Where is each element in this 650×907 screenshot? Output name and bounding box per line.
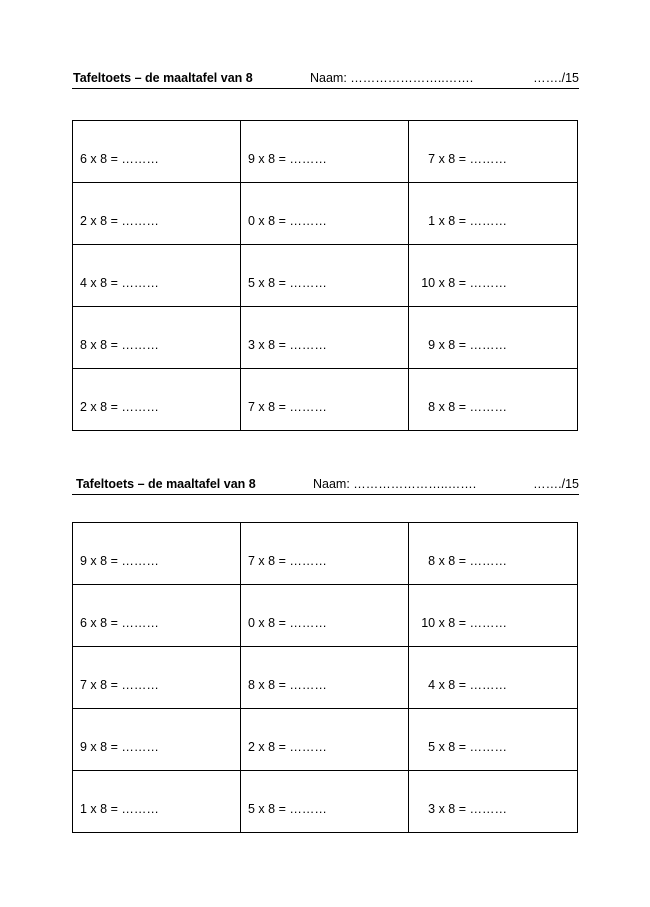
table-row — [73, 771, 578, 833]
question: 3 x 8 = ……… — [248, 338, 327, 352]
test-2-grid — [72, 522, 578, 833]
question-cell — [241, 647, 409, 709]
table-row — [73, 183, 578, 245]
question-cell — [73, 183, 241, 245]
question-cell — [409, 771, 578, 833]
question: 4 x 8 = ……… — [80, 276, 159, 290]
question-cell — [73, 585, 241, 647]
question-cell — [409, 709, 578, 771]
question-cell — [73, 709, 241, 771]
question: 0 x 8 = ……… — [248, 214, 327, 228]
question: 2 x 8 = ……… — [80, 214, 159, 228]
name-field-label: Naam: …………………..……. — [313, 477, 477, 491]
question: 8 x 8 = ……… — [248, 678, 327, 692]
question: 7 x 8 = ……… — [428, 152, 507, 166]
question: 2 x 8 = ……… — [80, 400, 159, 414]
name-field-label: Naam: …………………..……. — [310, 71, 474, 85]
question-cell — [241, 771, 409, 833]
table-row — [73, 523, 578, 585]
question-cell — [73, 647, 241, 709]
question: 0 x 8 = ……… — [248, 616, 327, 630]
table-row — [73, 647, 578, 709]
question: 5 x 8 = ……… — [428, 740, 507, 754]
question-cell — [409, 585, 578, 647]
question: 1 x 8 = ……… — [80, 802, 159, 816]
question-cell — [73, 369, 241, 431]
question-cell — [73, 523, 241, 585]
question: 10 x 8 = ……… — [421, 276, 507, 290]
question-cell — [409, 307, 578, 369]
question: 8 x 8 = ……… — [428, 400, 507, 414]
question-cell — [241, 585, 409, 647]
question: 5 x 8 = ……… — [248, 802, 327, 816]
question: 5 x 8 = ……… — [248, 276, 327, 290]
question-cell — [241, 183, 409, 245]
question: 7 x 8 = ……… — [248, 400, 327, 414]
question: 9 x 8 = ……… — [80, 740, 159, 754]
test-2-header — [72, 476, 579, 495]
table-row — [73, 307, 578, 369]
test-1-grid — [72, 120, 578, 431]
question-cell — [409, 369, 578, 431]
question-cell — [73, 121, 241, 183]
question: 4 x 8 = ……… — [428, 678, 507, 692]
question-cell — [241, 121, 409, 183]
question: 8 x 8 = ……… — [428, 554, 507, 568]
question: 10 x 8 = ……… — [421, 616, 507, 630]
question: 3 x 8 = ……… — [428, 802, 507, 816]
question-cell — [241, 523, 409, 585]
question: 2 x 8 = ……… — [248, 740, 327, 754]
table-row — [73, 369, 578, 431]
test-1-header — [72, 70, 579, 89]
question: 9 x 8 = ……… — [248, 152, 327, 166]
question-cell — [241, 245, 409, 307]
question: 6 x 8 = ……… — [80, 616, 159, 630]
question-cell — [73, 307, 241, 369]
score-label: ……./15 — [533, 71, 579, 85]
question-cell — [241, 709, 409, 771]
question-cell — [241, 307, 409, 369]
score-label: ……./15 — [533, 477, 579, 491]
table-row — [73, 585, 578, 647]
table-row — [73, 245, 578, 307]
question: 6 x 8 = ……… — [80, 152, 159, 166]
question-cell — [73, 245, 241, 307]
test-title: Tafeltoets – de maaltafel van 8 — [73, 71, 253, 85]
question-cell — [409, 245, 578, 307]
table-row — [73, 121, 578, 183]
question-cell — [409, 121, 578, 183]
question-cell — [73, 771, 241, 833]
question-cell — [241, 369, 409, 431]
table-row — [73, 709, 578, 771]
question-cell — [409, 647, 578, 709]
question: 8 x 8 = ……… — [80, 338, 159, 352]
question: 9 x 8 = ……… — [80, 554, 159, 568]
question-cell — [409, 183, 578, 245]
question: 7 x 8 = ……… — [80, 678, 159, 692]
question-cell — [409, 523, 578, 585]
question: 7 x 8 = ……… — [248, 554, 327, 568]
test-title: Tafeltoets – de maaltafel van 8 — [76, 477, 256, 491]
question: 9 x 8 = ……… — [428, 338, 507, 352]
question: 1 x 8 = ……… — [428, 214, 507, 228]
